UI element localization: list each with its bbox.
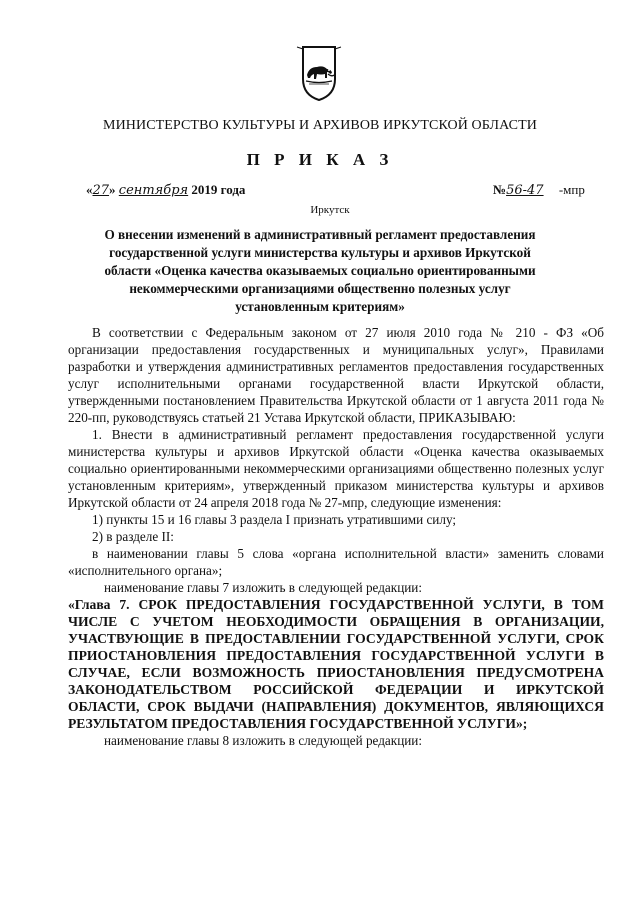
number-value-handwritten: 56-47 bbox=[506, 183, 544, 198]
date-open-quote: « bbox=[86, 182, 93, 197]
irkutsk-coat-of-arms-icon bbox=[279, 43, 359, 103]
subitem-1-paragraph: 1) пункты 15 и 16 главы 3 раздела I признать утратившими силу; bbox=[92, 512, 457, 527]
date-year: 2019 года bbox=[191, 182, 246, 197]
order-date bbox=[86, 182, 245, 198]
number-prefix: № bbox=[493, 182, 507, 197]
chapter-8-intro-paragraph: наименование главы 8 изложить в следующей редакции: bbox=[104, 733, 423, 748]
order-body bbox=[68, 324, 604, 749]
chapter-5-amendment-paragraph: в наименовании главы 5 слова «органа исполнительной власти» заменить словами «исполнительного органа»; bbox=[68, 546, 604, 578]
chapter-7-intro-paragraph: наименование главы 7 изложить в следующей редакции: bbox=[104, 580, 423, 595]
order-number bbox=[493, 182, 585, 198]
ministry-title: МИНИСТЕРСТВО КУЛЬТУРЫ И АРХИВОВ ИРКУТСКОЙ ОБЛАСТИ bbox=[103, 118, 537, 133]
chapter-7-heading: «Глава 7. СРОК ПРЕДОСТАВЛЕНИЯ ГОСУДАРСТВЕННОЙ УСЛУГИ, В ТОМ ЧИСЛЕ С УЧЕТОМ НЕОБХОДИМОСТИ ОБРАЩЕНИЯ В ОРГАНИЗАЦИИ, УЧАСТВУЮЩИЕ В ПРЕДОСТАВЛЕНИИ ГОСУДАРСТВЕННОЙ УСЛУГИ, СРОК ПРИОСТАНОВЛЕНИЯ ПРЕДОСТАВЛЕНИЯ ГОСУДАРСТВЕННОЙ УСЛУГИ В СЛУЧАЕ, ЕСЛИ ВОЗМОЖНОСТЬ ПРИОСТАНОВЛЕНИЯ ПРЕДУСМОТРЕНА ЗАКОНОДАТЕЛЬСТВОМ РОССИЙСКОЙ ФЕДЕРАЦИИ И ИРКУТСКОЙ ОБЛАСТИ, СРОК ВЫДАЧИ (НАПРАВЛЕНИЯ) ДОКУМЕНТОВ, ЯВЛЯЮЩИХСЯ РЕЗУЛЬТАТОМ ПРЕДОСТАВЛЕНИЯ ГОСУДАРСТВЕННОЙ УСЛУГИ»; bbox=[68, 597, 604, 731]
date-month-handwritten: сентября bbox=[118, 183, 189, 198]
subitem-2-paragraph: 2) в разделе II: bbox=[92, 529, 174, 544]
document-type-title: П Р И К А З bbox=[246, 150, 394, 169]
date-close-quote: » bbox=[109, 182, 116, 197]
number-suffix: -мпр bbox=[558, 182, 585, 197]
date-day-handwritten: 27 bbox=[92, 183, 110, 198]
item-1-paragraph: 1. Внести в административный регламент предоставления государственной услуги министерства культуры и архивов Иркутской области «Оценка качества оказываемых социально ориентированными некоммерческими организациями общественно полезных услуг установленным критериям», утвержденный приказом министерства культуры и архивов Иркутской области от 24 апреля 2018 года № 27-мпр, следующие изменения: bbox=[68, 427, 604, 510]
order-subject: О внесении изменений в административный регламент предоставления государственной услуги министерства культуры и архивов Иркутской области «Оценка качества оказываемых социально ориентированными некоммерческими организациями общественно полезных услуг установленным критериям» bbox=[104, 227, 536, 314]
city-name: Иркутск bbox=[310, 204, 350, 216]
preamble-paragraph: В соответствии с Федеральным законом от 27 июля 2010 года № 210 - ФЗ «Об организации предоставления государственных и муниципальных услуг», Правилами разработки и утверждения административных регламентов предоставления государственных услуг исполнительными органами государственной власти Иркутской области, утвержденными постановлением Правительства Иркутской области от 1 августа 2011 года № 220-пп, руководствуясь статьей 21 Устава Иркутской области, ПРИКАЗЫВАЮ: bbox=[68, 325, 604, 425]
